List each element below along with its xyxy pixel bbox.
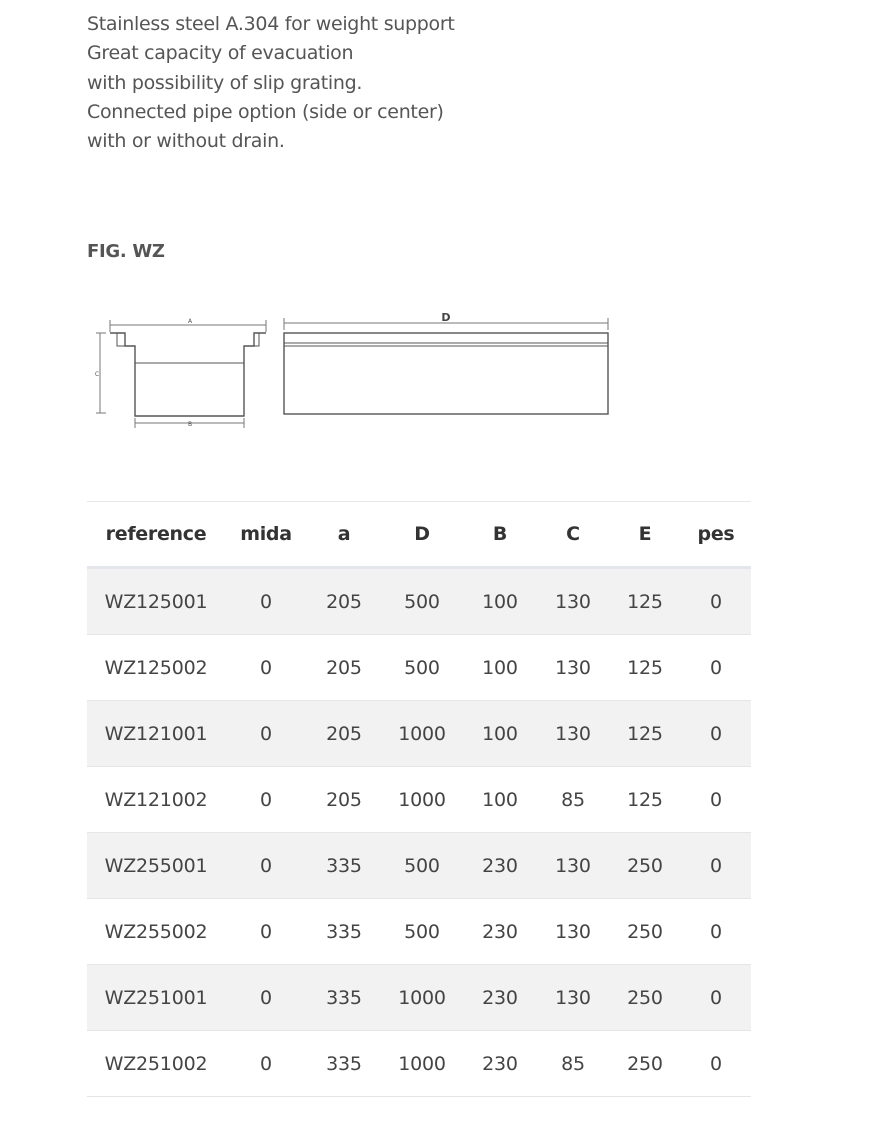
cell-b: 230 <box>463 899 537 965</box>
description-line: Connected pipe option (side or center) <box>87 100 444 123</box>
table-row <box>87 833 751 899</box>
cell-d: 1000 <box>381 701 463 767</box>
cell-e: 250 <box>609 899 681 965</box>
technical-drawing <box>90 308 620 433</box>
column-header-d: D <box>381 502 463 568</box>
cell-d: 1000 <box>381 965 463 1031</box>
cell-b: 230 <box>463 965 537 1031</box>
column-header-b: B <box>463 502 537 568</box>
cell-d: 1000 <box>381 767 463 833</box>
cell-e: 125 <box>609 767 681 833</box>
cell-reference: WZ121002 <box>87 767 225 833</box>
cell-c: 130 <box>537 701 609 767</box>
cell-a: 335 <box>307 1031 381 1097</box>
description-line: with possibility of slip grating. <box>87 71 363 94</box>
cell-reference: WZ251002 <box>87 1031 225 1097</box>
cell-a: 335 <box>307 965 381 1031</box>
table-row <box>87 568 751 635</box>
cell-pes: 0 <box>681 833 751 899</box>
cell-b: 100 <box>463 568 537 635</box>
side-view <box>284 318 608 414</box>
cell-pes: 0 <box>681 767 751 833</box>
cell-mida: 0 <box>225 635 307 701</box>
cell-b: 100 <box>463 767 537 833</box>
cell-c: 130 <box>537 965 609 1031</box>
cell-reference: WZ125001 <box>87 568 225 635</box>
column-header-c: C <box>537 502 609 568</box>
cell-a: 335 <box>307 899 381 965</box>
cell-e: 250 <box>609 833 681 899</box>
table-row <box>87 1031 751 1097</box>
cell-c: 130 <box>537 899 609 965</box>
cell-mida: 0 <box>225 965 307 1031</box>
dimension-label-a: A <box>187 318 193 325</box>
section-view <box>96 320 266 428</box>
cell-pes: 0 <box>681 568 751 635</box>
cell-pes: 0 <box>681 899 751 965</box>
cell-a: 205 <box>307 635 381 701</box>
cell-a: 205 <box>307 701 381 767</box>
cell-pes: 0 <box>681 965 751 1031</box>
table-row <box>87 701 751 767</box>
dimension-label-b: B <box>187 421 193 428</box>
table-row <box>87 965 751 1031</box>
column-header-mida: mida <box>225 502 307 568</box>
column-header-a: a <box>307 502 381 568</box>
cell-c: 85 <box>537 1031 609 1097</box>
specifications-table <box>87 501 751 1097</box>
cell-mida: 0 <box>225 767 307 833</box>
description-line: Stainless steel A.304 for weight support <box>87 13 455 35</box>
cell-d: 500 <box>381 833 463 899</box>
cell-mida: 0 <box>225 568 307 635</box>
figure-label: FIG. WZ <box>87 241 165 262</box>
cell-e: 125 <box>609 635 681 701</box>
cell-mida: 0 <box>225 833 307 899</box>
cell-d: 500 <box>381 899 463 965</box>
cell-mida: 0 <box>225 899 307 965</box>
cell-e: 250 <box>609 965 681 1031</box>
cell-a: 205 <box>307 568 381 635</box>
cell-reference: WZ125002 <box>87 635 225 701</box>
cell-pes: 0 <box>681 1031 751 1097</box>
cell-reference: WZ121001 <box>87 701 225 767</box>
cell-d: 500 <box>381 635 463 701</box>
table-row <box>87 635 751 701</box>
cell-pes: 0 <box>681 701 751 767</box>
cell-c: 130 <box>537 568 609 635</box>
cell-mida: 0 <box>225 701 307 767</box>
description-line: with or without drain. <box>87 130 285 153</box>
cell-a: 335 <box>307 833 381 899</box>
cell-b: 100 <box>463 701 537 767</box>
cell-mida: 0 <box>225 1031 307 1097</box>
cell-c: 130 <box>537 833 609 899</box>
cell-c: 130 <box>537 635 609 701</box>
column-header-reference: reference <box>87 502 225 568</box>
dimension-label-c: C <box>94 371 100 378</box>
column-header-e: E <box>609 502 681 568</box>
dimension-label-d: D <box>441 311 451 324</box>
cell-reference: WZ255001 <box>87 833 225 899</box>
cell-d: 1000 <box>381 1031 463 1097</box>
cell-a: 205 <box>307 767 381 833</box>
description-line: Great capacity of evacuation <box>87 42 354 65</box>
cell-e: 125 <box>609 568 681 635</box>
cell-b: 100 <box>463 635 537 701</box>
cell-d: 500 <box>381 568 463 635</box>
table-header-row <box>87 502 751 568</box>
table-row <box>87 767 751 833</box>
product-description <box>87 10 607 156</box>
cell-b: 230 <box>463 833 537 899</box>
table-row <box>87 899 751 965</box>
cell-reference: WZ251001 <box>87 965 225 1031</box>
cell-reference: WZ255002 <box>87 899 225 965</box>
cell-b: 230 <box>463 1031 537 1097</box>
cell-e: 125 <box>609 701 681 767</box>
cell-pes: 0 <box>681 635 751 701</box>
column-header-pes: pes <box>681 502 751 568</box>
cell-c: 85 <box>537 767 609 833</box>
cell-e: 250 <box>609 1031 681 1097</box>
